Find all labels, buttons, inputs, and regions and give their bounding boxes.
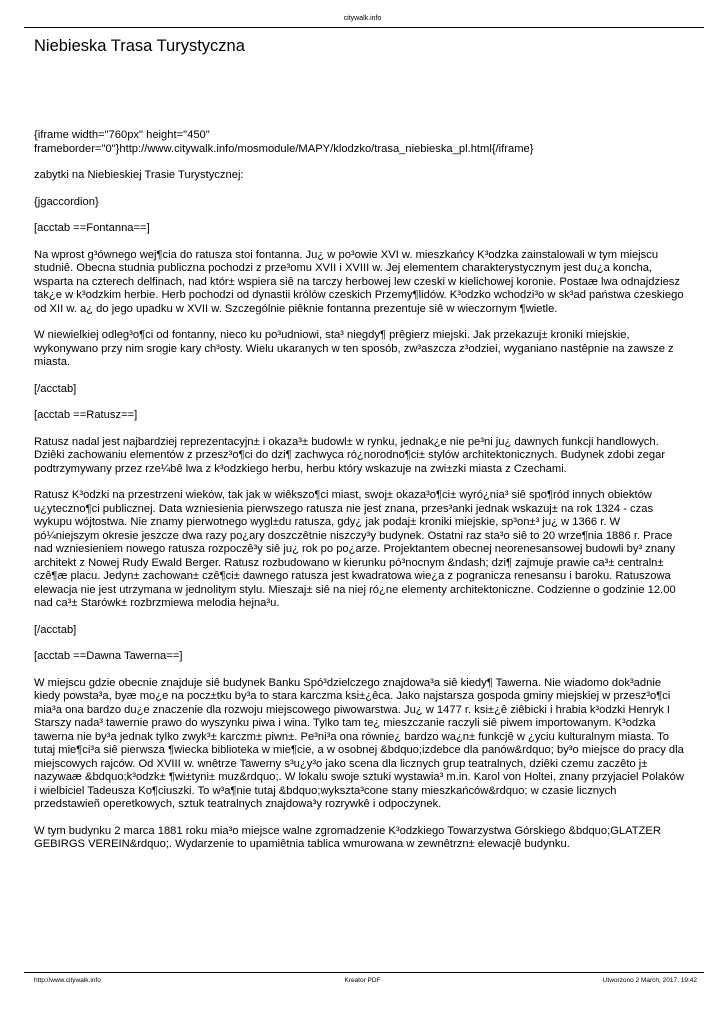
page-title: Niebieska Trasa Turystyczna bbox=[34, 37, 245, 55]
tawerna-paragraph-1: W miejscu gdzie obecnie znajduje siê budynek Banku Spó³dzielczego znajdowa³a siê kiedy¶ Tawerna. Nie wiadomo dok³adnie kiedy powsta³a, byæ mo¿e na pocz±tku by³a to stara karczma ksi±¿êca. Jako najstarsza gospoda gminy miejskiej w przesz³o¶ci mia³a ona bardzo du¿e znaczenie dla rozwoju miejscowego piwowarstwa. Ju¿ w 1477 r. ksi±¿ê ziêbicki i hrabia k³odzki Henryk I Starszy nada³ tawernie prawo do wyszynku piwa i wina. Tylko tam te¿ mieszczanie raczyli siê piwem importowanym. K³odzka tawerna nie by³a jednak tylko zwyk³± karczm± piwn±. Pe³ni³a ona równie¿ bardzo wa¿n± funkcjê w ¿yciu kulturalnym miasta. To tutaj mie¶ci³a siê pierwsza ¶wiecka biblioteka w mie¶cie, a w osobnej &bdquo;izdebce dla panów&rdquo; by³o miejsce do pracy dla miejscowych rajców. Od XVIII w. wnêtrze Tawerny s³u¿y³o jako scena dla licznych grup teatralnych, dziêki czemu zaczêto j± nazywaæ &bdquo;k³odzk± ¶wi±tyni± muz&rdquo;. W lokalu swoje sztuki wystawia³ m.in. Karol von Holtei, znany przyjaciel Polaków i wielbiciel Tadeusza Ko¶ciuszki. To w³a¶nie tutaj &bdquo;wykszta³cone stany mieszkańców&rdquo; w czasie licznych przedstawieñ operetkowych, sztuk teatralnych znajdowa³y rozrywkê i odpoczynek. bbox=[34, 676, 684, 810]
page-header-site: citywalk.info bbox=[343, 15, 382, 22]
ratusz-paragraph-2: Ratusz K³odzki na przestrzeni wieków, tak jak w wiêkszo¶ci miast, swoj± okaza³o¶ci± wyró¿nia³ siê spo¶ród innych obiektów u¿yteczno¶ci publicznej. Data wzniesienia pierwszego ratusza nie jest znana, przes³anki jednak wskazuj± na rok 1324 - czas wykupu wójtostwa. Nie znamy pierwotnego wygl±du ratusza, gdy¿ jak podaj± kroniki miejskie, sp³on±³ ju¿ w 1366 r. W pó¼niejszym okresie jeszcze dwa razy po¿ary doszczêtnie niszczy³y budynek. Ostatni raz sta³o siê to 20 wrze¶nia 1886 r. Prace nad wzniesieniem nowego ratusza rozpoczê³y siê ju¿ rok po po¿arze. Projektantem obecnej neorenesansowej budowli by³ znany architekt z Nowej Rudy Ewald Berger. Ratusz rozbudowano w kierunku pó³nocnym &ndash; dzi¶ zajmuje prawie ca³± centraln± czê¶æ placu. Jedyn± zachowan± czê¶ci± dawnego ratusza jest kwadratowa wie¿a z pogranicza renesansu i baroku. Ratuszowa elewacja nie jest utrzymana w jednolitym stylu. Mieszaj± siê na niej ró¿ne elementy architektoniczne. Codzienne o godzinie 12.00 nad ca³± Starówk± rozbrzmiewa melodia hejna³u. bbox=[34, 489, 676, 609]
fontanna-paragraph-2: W niewielkiej odleg³o¶ci od fontanny, nieco ku po³udniowi, sta³ niegdy¶ prêgierz miejski. Jak przekazuj± kroniki miejskie, wykonywano przy nim srogie kary ch³osty. Wielu ukaranych w ten sposób, zw³aszcza z³odziei, wyganiano nastêpnie na zawsze z miasta. bbox=[34, 329, 674, 368]
acctab-close: [/acctab] bbox=[34, 382, 77, 395]
acctab-open-tawerna: [acctab ==Dawna Tawerna==] bbox=[34, 650, 183, 662]
footer-url: http://www.citywalk.info bbox=[34, 977, 101, 984]
footer-divider bbox=[24, 972, 704, 973]
header-divider bbox=[24, 27, 704, 28]
tawerna-paragraph-2: W tym budynku 2 marca 1881 roku mia³o miejsce walne zgromadzenie K³odzkiego Towarzystwa Górskiego &bdquo;GLATZER GEBIRGS VEREIN&rdquo;. Wydarzenie to upamiêtnia tablica wmurowana w zewnêtrzn± elewacjê budynku. bbox=[34, 824, 661, 850]
intro-paragraph: zabytki na Niebieskiej Trasie Turystycznej: bbox=[34, 169, 244, 181]
iframe-code-paragraph: {iframe width="760px" height="450" frameborder="0"}http://www.citywalk.info/mosmodule/MAPY/klodzko/trasa_niebieska_pl.html{/iframe} bbox=[34, 129, 534, 155]
acctab-open-ratusz: [acctab ==Ratusz==] bbox=[34, 409, 138, 421]
footer-timestamp: Utworzono 2 March, 2017, 19:42 bbox=[602, 977, 697, 984]
footer-generator: Kreator PDF bbox=[344, 977, 381, 984]
fontanna-paragraph-1: Na wprost g³ównego wej¶cia do ratusza stoi fontanna. Ju¿ w po³owie XVI w. mieszkańcy K³odzka zainstalowali w tym miejscu studniê. Obecna studnia publiczna pochodzi z prze³omu XVII i XVIII w. Jej elementem charakterystycznym jest du¿a koncha, wsparta na czterech delfinach, nad któr± wspiera siê na tarczy herbowej lew czeski w kielichowej koronie. Postaæ lwa odnajdziesz tak¿e w k³odzkim herbie. Herb pochodzi od dynastii królów czeskich Przemy¶lidów. K³odzko wchodzi³o w sk³ad państwa czeskiego od XII w. a¿ do jego upadku w XVII w. Szczególnie piêknie fontanna prezentuje siê w wieczornym ¶wietle. bbox=[34, 248, 684, 315]
ratusz-paragraph-1: Ratusz nadal jest najbardziej reprezentacyjn± i okaza³± budowl± w rynku, jednak¿e nie pe³ni ju¿ dawnych funkcji handlowych. Dziêki zachowaniu elementów z przesz³o¶ci do dzi¶ zachwyca ró¿norodno¶ci± stylów architektonicznych. Budynek zdobi zegar podtrzymywany przez rze¼bê lwa z k³odzkiego herbu, herbu który wskazuje na zwi±zki miasta z Czechami. bbox=[34, 435, 666, 475]
acctab-open-fontanna: [acctab ==Fontanna==] bbox=[34, 222, 150, 234]
acctab-close: [/acctab] bbox=[34, 623, 77, 636]
accordion-tag: {jgaccordion} bbox=[34, 195, 99, 208]
document-body bbox=[34, 129, 684, 865]
